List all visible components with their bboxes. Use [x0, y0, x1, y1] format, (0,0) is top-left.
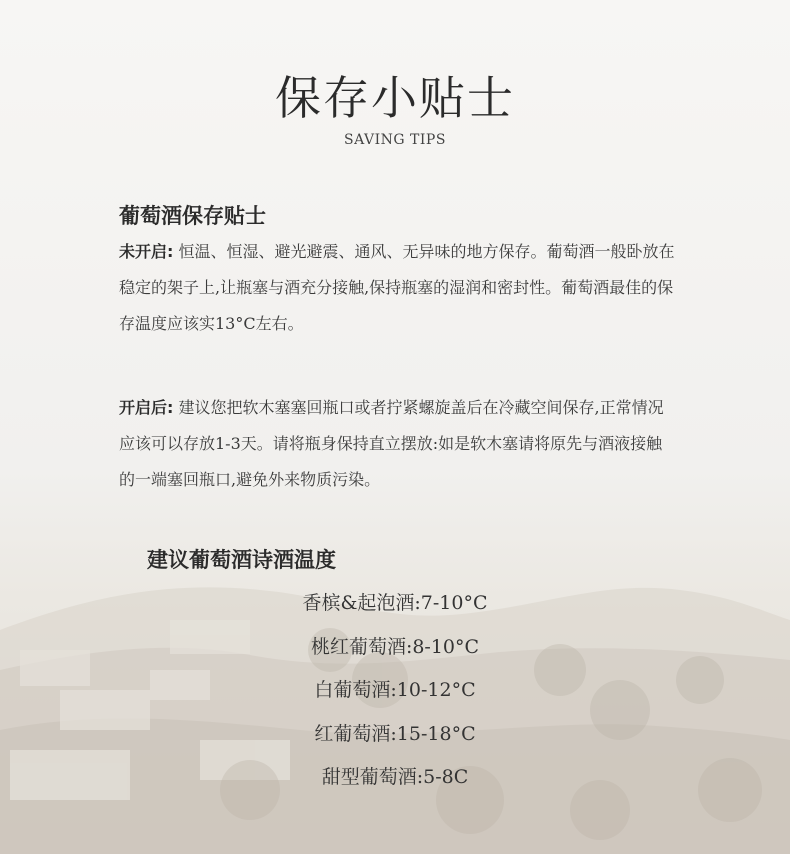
unopened-label: 未开启: — [119, 242, 174, 261]
temperature-list — [0, 592, 790, 810]
list-item: 红葡萄酒:15-18°C — [314, 722, 476, 745]
storage-tips-heading: 葡萄酒保存贴士 — [119, 204, 266, 228]
opened-text: 建议您把软木塞塞回瓶口或者拧紧螺旋盖后在冷藏空间保存,正常情况应该可以存放1-3天。请将瓶身保持直立摆放:如是软木塞请将原先与酒液接触的一端塞回瓶口,避免外来物质污染。 — [119, 398, 664, 489]
page-subtitle: SAVING TIPS — [344, 132, 446, 148]
serving-temperature-heading: 建议葡萄酒诗酒温度 — [147, 548, 336, 572]
list-item: 香槟&起泡酒:7-10°C — [302, 592, 488, 614]
unopened-paragraph — [119, 234, 675, 342]
opened-paragraph — [119, 390, 675, 498]
list-item: 桃红葡萄酒:8-10°C — [310, 635, 480, 658]
list-item: 白葡萄酒:10-12°C — [314, 679, 476, 701]
list-item: 甜型葡萄酒:5-8C — [321, 766, 469, 788]
page-title: 保存小贴士 — [275, 71, 515, 125]
unopened-text: 恒温、恒湿、避光避震、通风、无异味的地方保存。葡萄酒一般卧放在稳定的架子上,让瓶塞与酒充分接触,保持瓶塞的湿润和密封性。葡萄酒最佳的保存温度应该实13°C左右。 — [119, 242, 675, 333]
opened-label: 开启后: — [119, 398, 174, 417]
